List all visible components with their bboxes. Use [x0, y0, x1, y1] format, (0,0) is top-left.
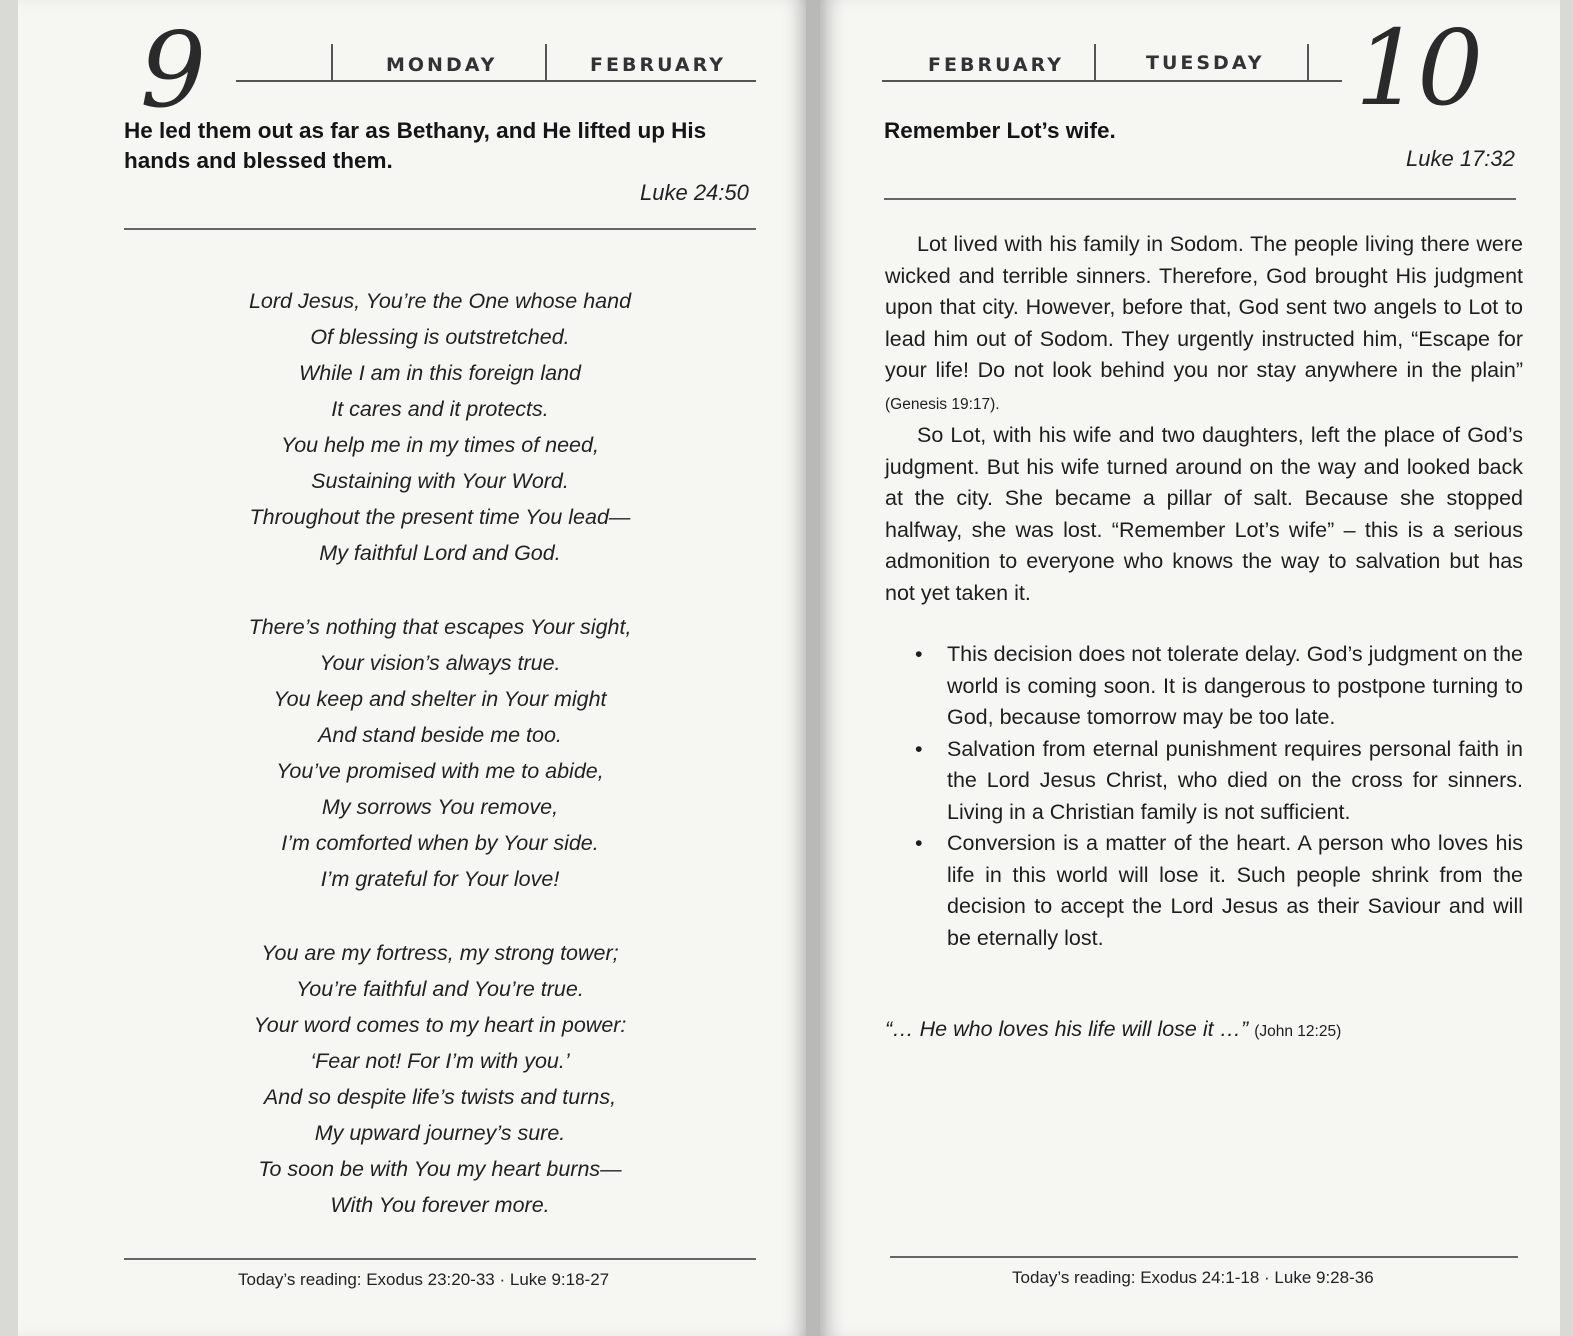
poem — [120, 283, 760, 1223]
month-label-right: FEBRUARY — [928, 54, 1064, 76]
scripture-ref: (Genesis 19:17). — [885, 395, 1000, 413]
poem-line: My sorrows You remove, — [321, 795, 559, 819]
poem-line: And stand beside me too. — [318, 723, 562, 747]
poem-line: With You forever more. — [330, 1193, 550, 1217]
poem-line: While I am in this foreign land — [298, 361, 582, 385]
footer-rule-right — [890, 1256, 1518, 1258]
paragraph: So Lot, with his wife and two daughters, left the place of God’s judgment. But his wife turned around on the way and looked back at the city. She became a pillar of salt. Because she stopped halfway, she was lost. “Remember Lot’s wife” – this is a serious admonition to everyone who knows the way to salvation but has not yet taken it. — [885, 423, 1523, 605]
footer-rule-left — [124, 1258, 756, 1260]
poem-line: You’ve promised with me to abide, — [276, 759, 604, 783]
weekday-label-right: TUESDAY — [1146, 52, 1265, 74]
poem-line: Throughout the present time You lead— — [249, 505, 631, 529]
daily-verse-left — [124, 116, 764, 176]
poem-line: I’m grateful for Your love! — [320, 867, 560, 891]
daily-verse-right: Remember Lot’s wife. — [884, 118, 1116, 143]
poem-line: It cares and it protects. — [331, 397, 549, 421]
poem-line: I’m comforted when by Your side. — [281, 831, 599, 855]
verse-line: He led them out as far as Bethany, and He lifted up His — [124, 118, 707, 143]
poem-line: ‘Fear not! For I’m with you.’ — [310, 1049, 570, 1073]
bullet-item: • Conversion is a matter of the heart. A person who loves his life in this world will lose it. Such people shrink from the decision to accept the Lord Jesus as their Saviour and will be eternally lost. — [885, 828, 1523, 954]
paragraph: Lot lived with his family in Sodom. The people living there were wicked and terrible sinners. Therefore, God brought His judgment upon that city. However, before that, God sent two angels to Lot to lead him out of Sodom. They urgently instructed him, “Escape for your life! Do not look behind you nor stay anywhere in the plain” (Genesis 19:17). — [885, 232, 1523, 413]
verse-reference-right: Luke 17:32 — [1406, 146, 1515, 171]
todays-reading-right: Today’s reading: Exodus 24:1-18 · Luke 9:28-36 — [1012, 1268, 1374, 1287]
day-number-left: 9 — [140, 9, 203, 131]
poem-line: Your vision’s always true. — [319, 651, 561, 675]
poem-line: Of blessing is outstretched. — [310, 325, 570, 349]
poem-line: Lord Jesus, You’re the One whose hand — [248, 289, 632, 313]
poem-line: There’s nothing that escapes Your sight, — [248, 615, 632, 639]
bullet-item: • This decision does not tolerate delay. God’s judgment on the world is coming soon. It is dangerous to postpone turning to God, because tomorrow may be too late. — [885, 639, 1523, 734]
verse-rule-left — [124, 228, 756, 230]
bullet-list — [885, 639, 1523, 954]
poem-line: My faithful Lord and God. — [319, 541, 561, 565]
closing-quote: “… He who loves his life will lose it …” (John 12:25) — [885, 1017, 1342, 1041]
bullet-icon: • — [915, 831, 923, 855]
header-divider — [331, 44, 333, 82]
weekday-label-left: MONDAY — [386, 54, 498, 76]
poem-line: You are my fortress, my strong tower; — [261, 941, 619, 965]
day-number-right: 10 — [1355, 7, 1480, 129]
poem-line: Sustaining with Your Word. — [311, 469, 569, 493]
bullet-icon: • — [915, 642, 923, 666]
month-label-left: FEBRUARY — [590, 54, 726, 76]
header-rule-right — [882, 80, 1342, 82]
devotional-text — [885, 229, 1523, 1048]
verse-line: hands and blessed them. — [124, 148, 393, 173]
bullet-icon: • — [915, 736, 923, 761]
header-rule-left — [236, 80, 756, 82]
poem-line: You keep and shelter in Your might — [273, 687, 607, 711]
header-divider — [1307, 44, 1309, 82]
poem-line: You help me in my times of need, — [281, 433, 599, 457]
verse-rule-right — [884, 198, 1516, 200]
todays-reading-left: Today’s reading: Exodus 23:20-33 · Luke 9:18-27 — [238, 1270, 610, 1289]
bullet-item: • Salvation from eternal punishment requires personal faith in the Lord Jesus Christ, who died on the cross for sinners. Living in a Christian family is not sufficient. — [885, 734, 1523, 829]
poem-line: To soon be with You my heart burns— — [258, 1157, 622, 1181]
poem-line: Your word comes to my heart in power: — [253, 1013, 627, 1037]
header-divider — [1094, 44, 1096, 82]
poem-line: My upward journey’s sure. — [314, 1121, 566, 1145]
scripture-ref: (John 12:25) — [1254, 1023, 1342, 1040]
verse-reference-left: Luke 24:50 — [640, 180, 749, 205]
header-divider — [545, 44, 547, 82]
poem-line: And so despite life’s twists and turns, — [263, 1085, 617, 1109]
poem-line: You’re faithful and You’re true. — [296, 977, 584, 1001]
